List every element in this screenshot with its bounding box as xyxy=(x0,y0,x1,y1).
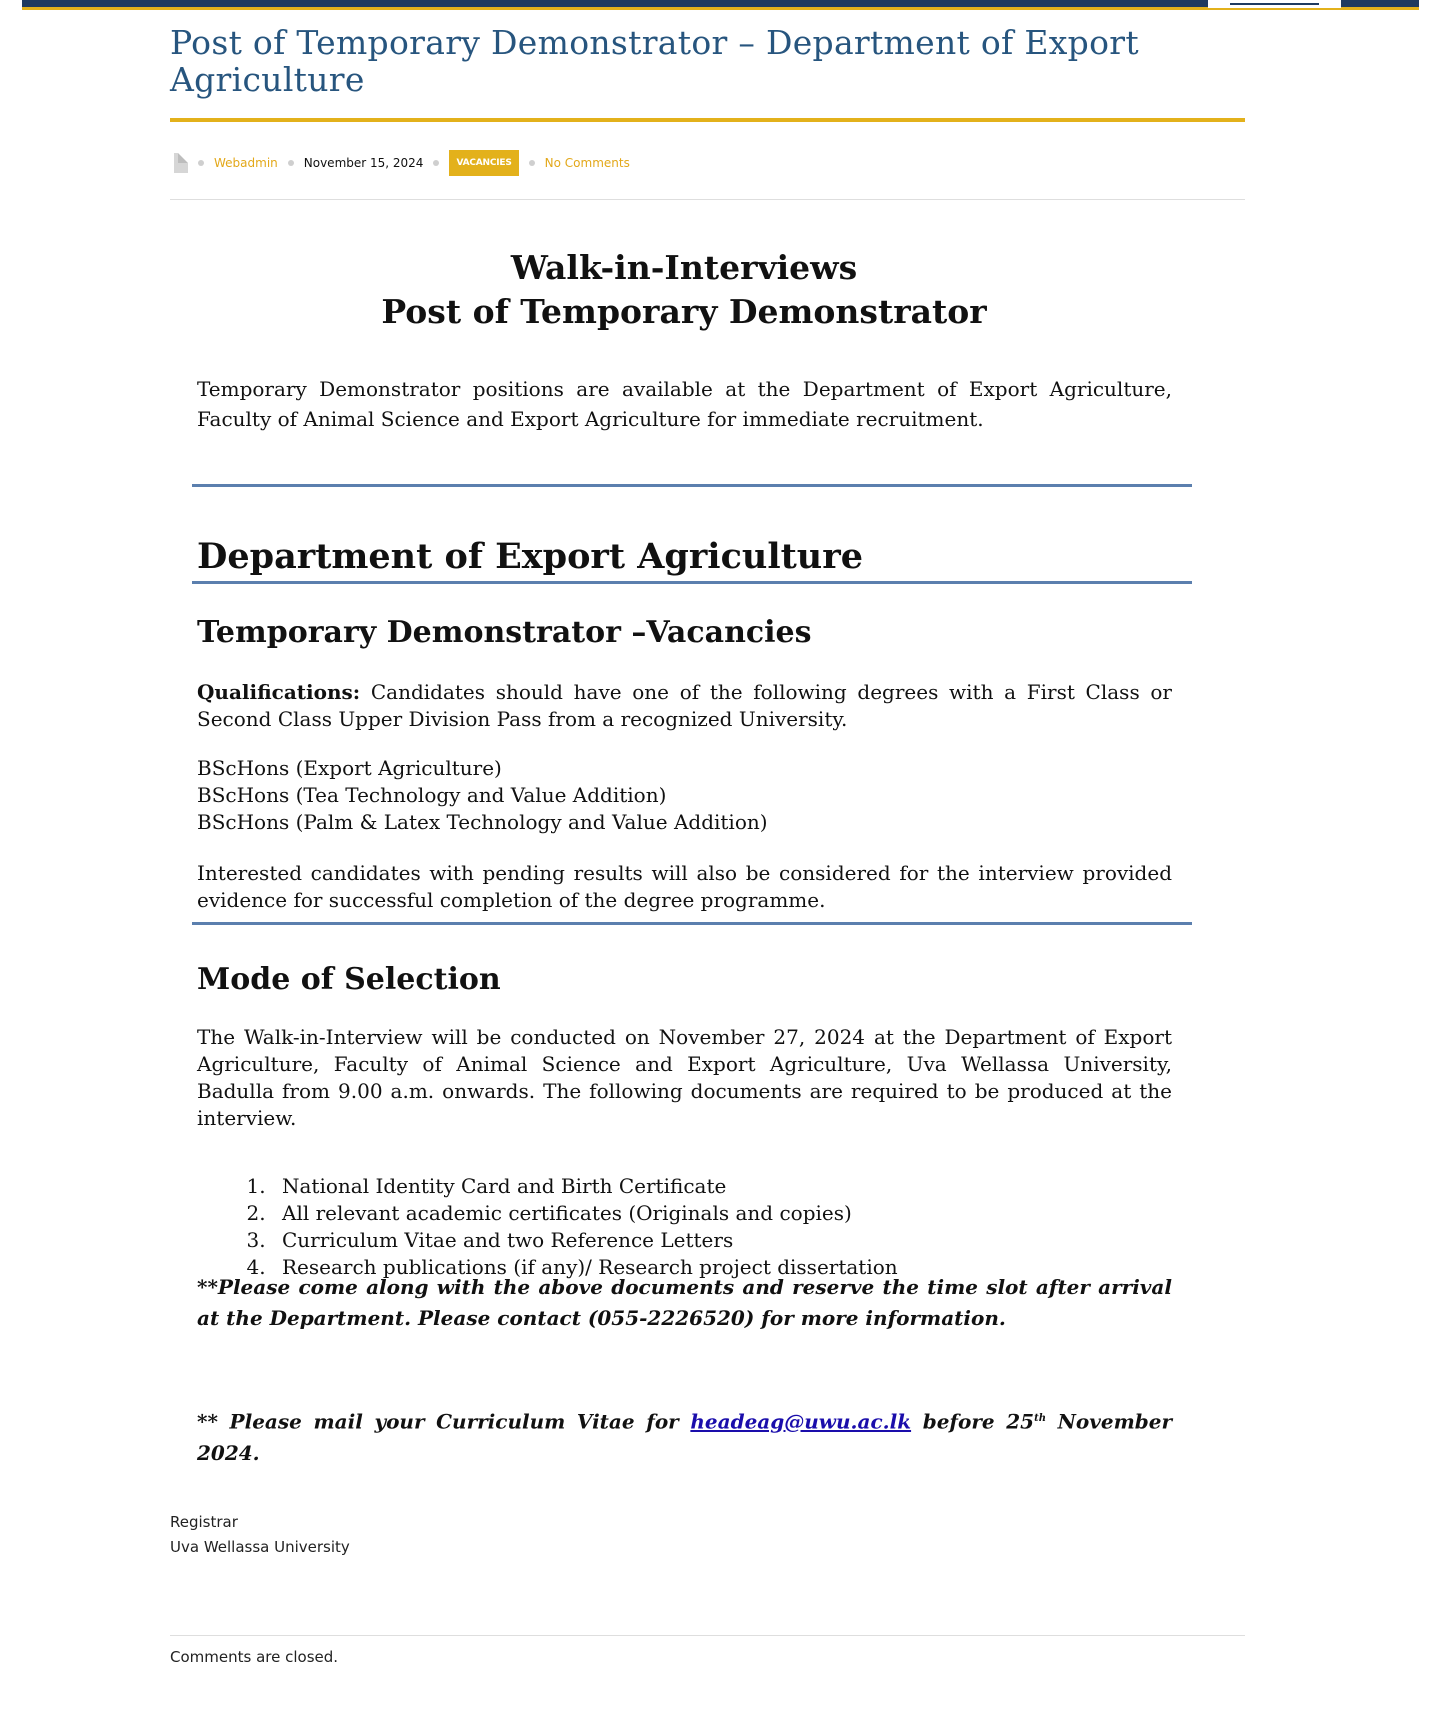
advert-heading-line1: Walk-in-Interviews xyxy=(510,248,858,287)
meta-separator xyxy=(433,160,439,166)
pending-results-note: Interested candidates with pending results will also be considered for the interview provided evidence for successful completion of the degree programme. xyxy=(197,861,1172,912)
required-documents-list xyxy=(197,1173,1172,1281)
section-rule xyxy=(192,484,1192,487)
post-meta xyxy=(170,150,630,176)
post-title: Post of Temporary Demonstrator – Department of Export Agriculture xyxy=(170,23,1139,99)
section-rule xyxy=(192,581,1192,584)
signature-org: Uva Wellassa University xyxy=(170,1538,350,1556)
footer-divider xyxy=(170,1635,1245,1636)
documents-note: **Please come along with the above documents and reserve the time slot after arrival at the Department. Please contact (055-2226520) for more information. xyxy=(197,1275,1172,1330)
category-badge[interactable]: VACANCIES xyxy=(449,150,518,176)
document-item: 2. All relevant academic certificates (Originals and copies) xyxy=(272,1200,1172,1227)
date-suffix: th xyxy=(1034,1413,1046,1424)
title-divider xyxy=(170,118,1245,122)
meta-separator xyxy=(198,160,204,166)
qualifications-paragraph xyxy=(197,679,1172,733)
meta-divider xyxy=(170,199,1245,200)
section-rule xyxy=(192,922,1192,925)
cv-note-suffix: November 2024. xyxy=(197,1409,1173,1465)
degree-item: BScHons (Tea Technology and Value Addition) xyxy=(197,783,667,807)
advert-heading xyxy=(170,246,1198,334)
meta-separator xyxy=(288,160,294,166)
degree-item: BScHons (Palm & Latex Technology and Value Addition) xyxy=(197,810,768,834)
document-item: 3. Curriculum Vitae and two Reference Letters xyxy=(272,1227,1172,1254)
document-item: 4. Research publications (if any)/ Research project dissertation xyxy=(272,1254,1172,1281)
degree-item: BScHons (Export Agriculture) xyxy=(197,756,502,780)
cv-note-prefix: ** Please mail your Curriculum Vitae for xyxy=(197,1409,691,1434)
header-tab[interactable] xyxy=(1208,0,1341,8)
vacancies-heading: Temporary Demonstrator –Vacancies xyxy=(197,615,812,650)
comments-closed-text: Comments are closed. xyxy=(170,1648,339,1666)
document-icon xyxy=(174,153,188,173)
cv-note-before: before 25 xyxy=(911,1409,1035,1434)
site-header-bar xyxy=(22,0,1419,10)
advert-heading-line2: Post of Temporary Demonstrator xyxy=(381,292,987,331)
post-date: November 15, 2024 xyxy=(303,156,424,170)
department-heading: Department of Export Agriculture xyxy=(197,536,863,577)
email-link[interactable]: headeag@uwu.ac.lk xyxy=(690,1409,912,1434)
comments-link[interactable]: No Comments xyxy=(544,156,630,170)
signature-block xyxy=(170,1510,350,1560)
degree-list xyxy=(197,755,1172,836)
intro-paragraph: Temporary Demonstrator positions are available at the Department of Export Agriculture, Faculty of Animal Science and Export Agriculture for immediate recruitment. xyxy=(197,377,1172,431)
signature-title: Registrar xyxy=(170,1513,238,1531)
cv-mail-note xyxy=(197,1403,1172,1469)
qualifications-label: Qualifications: xyxy=(197,680,361,704)
qualifications-text: Candidates should have one of the following degrees with a First Class or Second Class Upper Division Pass from a recognized University. xyxy=(197,680,1172,731)
selection-paragraph: The Walk-in-Interview will be conducted on November 27, 2024 at the Department of Export Agriculture, Faculty of Animal Science and Export Agriculture, Uva Wellassa University, Badulla from 9.00 a.m. onwards. The following documents are required to be produced at the interview. xyxy=(197,1025,1172,1130)
meta-separator xyxy=(529,160,535,166)
document-item: 1. National Identity Card and Birth Certificate xyxy=(272,1173,1172,1200)
selection-heading: Mode of Selection xyxy=(197,962,501,997)
author-link[interactable]: Webadmin xyxy=(214,156,278,170)
